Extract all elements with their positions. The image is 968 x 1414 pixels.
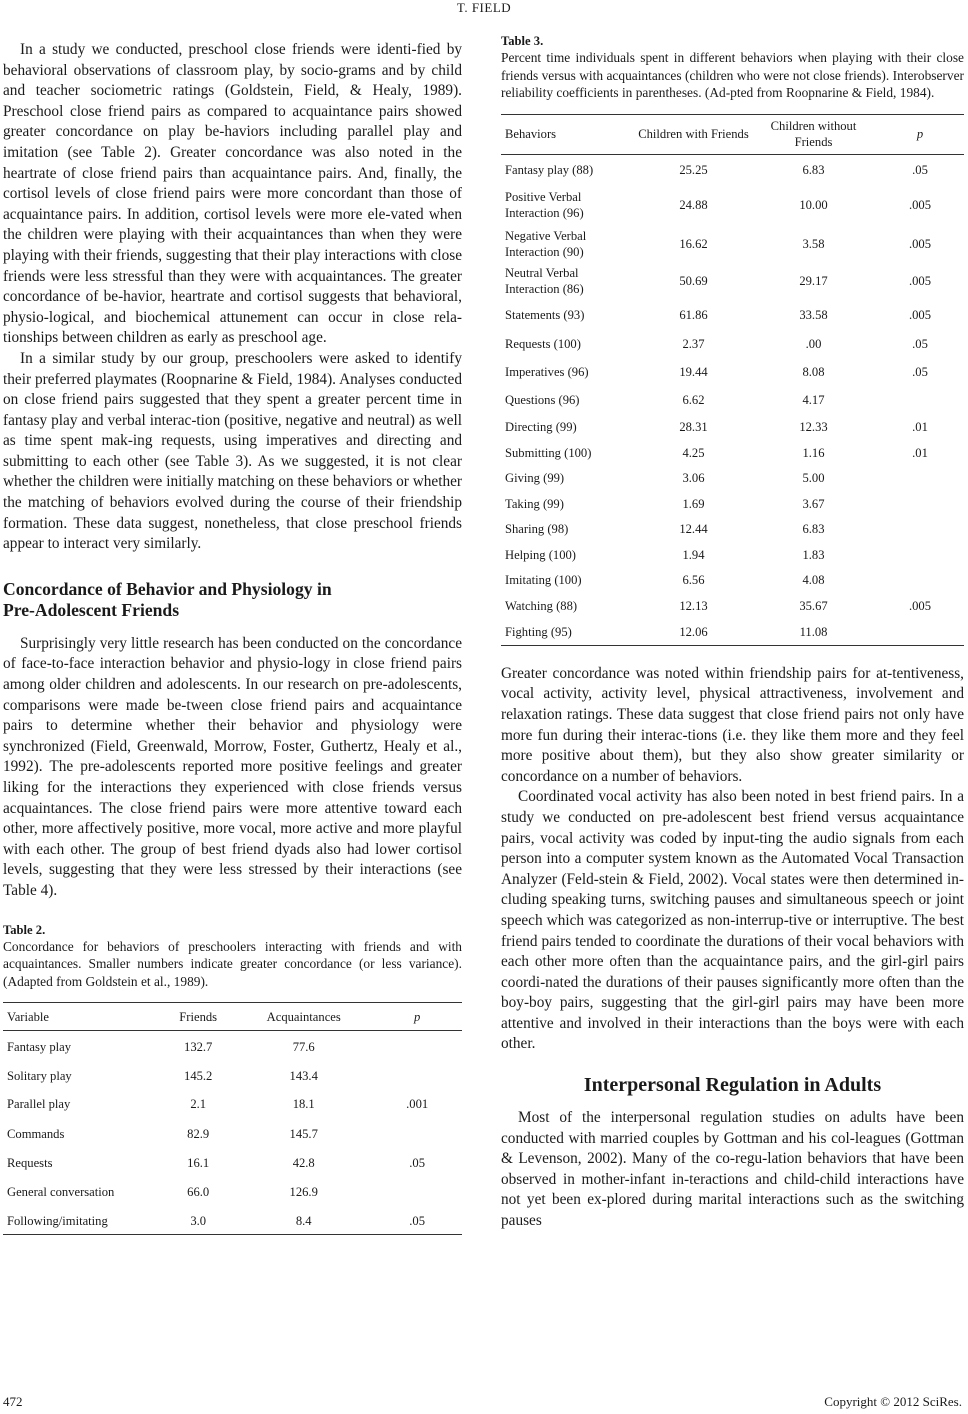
table-3-row xyxy=(501,619,964,645)
table-3-cell: Imitating (100) xyxy=(505,573,582,588)
table-3-cell: Sharing (98) xyxy=(505,522,569,537)
table-3-label: Table 3. xyxy=(501,34,544,48)
table-3-row xyxy=(501,358,964,386)
table-3-cell xyxy=(876,465,964,491)
table-3-cell: .00 xyxy=(805,337,822,352)
running-head: T. FIELD xyxy=(456,0,512,15)
table-2-header-acquaintances: Acquaintances xyxy=(235,1003,372,1031)
table-2-caption: Concordance for behaviors of preschoolers interacting with friends and with acquaintances. Smaller numbers indicate greater concordance (or less variance). (Adapted from Goldstein et al., 1989). xyxy=(3,938,462,989)
table-2-header-p: p xyxy=(372,1003,462,1031)
table-3-cell: .01 xyxy=(912,419,928,434)
table-2-cell: Commands xyxy=(7,1126,65,1141)
table-2-cell: 2.1 xyxy=(190,1096,207,1111)
table-3-header-behaviors: Behaviors xyxy=(501,114,636,154)
table-2-cell: General conversation xyxy=(7,1184,115,1199)
table-3-row xyxy=(501,593,964,619)
table-3-cell xyxy=(876,491,964,516)
table-3-cell: 28.31 xyxy=(679,419,708,434)
table-3-row xyxy=(501,465,964,491)
table-2-cell: Solitary play xyxy=(7,1068,72,1083)
table-2-cell: 126.9 xyxy=(289,1184,318,1199)
section-heading-line-1: Concordance of Behavior and Physiology in xyxy=(3,578,332,599)
table-3-row xyxy=(501,542,964,567)
table-3-header-p: p xyxy=(876,114,964,154)
table-3-row xyxy=(501,330,964,358)
table-3-cell: .01 xyxy=(912,445,928,460)
table-2-cell: Fantasy play xyxy=(7,1040,72,1055)
table-3-cell: .005 xyxy=(908,236,932,251)
table-3-row xyxy=(501,184,964,225)
table-3-cell: 10.00 xyxy=(799,197,828,212)
table-3-cell: 5.00 xyxy=(802,471,825,486)
table-3-cell xyxy=(876,567,964,593)
table-3-cell xyxy=(876,386,964,413)
table-3-cell: 3.58 xyxy=(802,236,825,251)
table-3-cell: 12.06 xyxy=(636,619,751,645)
table-2-row xyxy=(3,1063,462,1089)
table-3-row xyxy=(501,299,964,330)
table-2-cell: 3.0 xyxy=(161,1207,235,1235)
table-3-cell: Positive Verbal Interaction (96) xyxy=(505,189,584,220)
table-3-cell: .05 xyxy=(912,337,928,352)
table-3-cell: Requests (100) xyxy=(505,337,581,352)
table-3-cell: 11.08 xyxy=(751,619,876,645)
table-2-cell xyxy=(372,1063,462,1089)
table-2-cell xyxy=(372,1119,462,1149)
table-2-block xyxy=(3,922,462,1236)
table-3-cell xyxy=(876,516,964,542)
table-3-header-without-friends: Children without Friends xyxy=(751,114,876,154)
table-2-cell xyxy=(372,1177,462,1207)
table-3-cell: Imperatives (96) xyxy=(505,365,589,380)
table-3-cell: 50.69 xyxy=(679,273,708,288)
table-3-cell: 25.25 xyxy=(679,162,708,177)
table-3-cell: 3.67 xyxy=(802,496,825,511)
table-2-cell: 82.9 xyxy=(187,1126,210,1141)
table-2-cell: .05 xyxy=(409,1155,426,1170)
table-2-cell: Following/imitating xyxy=(3,1207,161,1235)
copyright-notice: Copyright © 2012 SciRes. xyxy=(824,1394,962,1409)
table-3-row xyxy=(501,567,964,593)
table-2-row xyxy=(3,1031,462,1063)
table-2-row xyxy=(3,1119,462,1149)
table-3-row xyxy=(501,386,964,413)
table-3-cell: 35.67 xyxy=(799,599,828,614)
table-3-row xyxy=(501,491,964,516)
table-2-cell: 8.4 xyxy=(235,1207,372,1235)
table-3-row xyxy=(501,225,964,262)
table-2 xyxy=(3,1002,462,1235)
table-2-label: Table 2. xyxy=(3,922,46,937)
right-column xyxy=(501,33,964,1232)
table-3-cell: 2.37 xyxy=(682,337,705,352)
paragraph-2: In a similar study by our group, preschoolers were asked to identify their preferred playmates (Roopnarine & Field, 1984). Analyses conducted on close friend pairs suggested that they spent a greater percent time in fantasy play and verbal interac-tion (positive, negative and neutral) as well as time spent mak-ing requests, using imperatives and directing and submitting to each other (see Table 3). As we suggested, it is not clear whether the children were initially matching on these behaviors or whether the matching of behaviors evolved during the course of their friendship formation. These data suggest, nonetheless, that close preschool friends appear to interact very similarly. xyxy=(3,349,462,553)
table-3-cell: Submitting (100) xyxy=(505,445,592,460)
table-2-row xyxy=(3,1177,462,1207)
table-2-header-friends: Friends xyxy=(161,1003,235,1031)
table-3 xyxy=(501,114,964,646)
table-3-cell xyxy=(876,542,964,567)
table-3-cell: Statements (93) xyxy=(505,307,585,322)
table-3-cell: Giving (99) xyxy=(505,471,565,486)
table-3-cell: 29.17 xyxy=(799,273,828,288)
table-3-cell: .005 xyxy=(908,307,932,322)
table-3-cell: 3.06 xyxy=(682,471,705,486)
table-3-row xyxy=(501,413,964,440)
table-3-cell: 12.13 xyxy=(679,599,708,614)
table-2-cell: 16.1 xyxy=(187,1155,210,1170)
paragraph-6: Most of the interpersonal regulation studies on adults have been conducted with married couples by Gottman and his col-leagues (Gottman & Levenson, 2002). Many of the co-regu-lation behaviors that have been observed in mother-infant in-teractions and child-child interactions have not yet been ex-plored during marital interactions such as the switching pauses xyxy=(501,1109,964,1230)
section-heading-adults: Interpersonal Regulation in Adults xyxy=(583,1074,882,1097)
table-2-cell: .05 xyxy=(372,1207,462,1235)
table-3-cell: Negative Verbal Interaction (90) xyxy=(505,228,587,259)
table-2-row xyxy=(3,1207,462,1235)
paragraph-4: Greater concordance was noted within friendship pairs for at-tentiveness, vocal activity, activity level, physical attractiveness, involvement and relaxation ratings. These data suggest that close friend pairs not only have more fun during their interac-tions (i.e. they like them more and they feel more positive about them), but they also show greater similarity or concordance on a number of behaviors. xyxy=(501,664,964,785)
table-3-cell: Fantasy play (88) xyxy=(505,162,594,177)
table-2-cell: .001 xyxy=(406,1096,429,1111)
table-3-cell: .05 xyxy=(912,365,928,380)
table-2-cell: 18.1 xyxy=(292,1096,315,1111)
table-2-cell: 77.6 xyxy=(292,1040,315,1055)
table-2-header-variable: Variable xyxy=(3,1003,161,1031)
table-3-cell: 1.83 xyxy=(802,547,825,562)
table-2-cell: Parallel play xyxy=(7,1096,71,1111)
table-3-row xyxy=(501,154,964,184)
table-3-cell: 16.62 xyxy=(679,236,708,251)
table-3-cell: 24.88 xyxy=(679,197,708,212)
table-3-cell: 4.25 xyxy=(682,445,705,460)
page-number: 472 xyxy=(3,1394,23,1409)
table-3-cell: Helping (100) xyxy=(505,547,576,562)
table-3-cell xyxy=(876,619,964,645)
table-3-header-with-friends: Children with Friends xyxy=(636,114,751,154)
table-3-row xyxy=(501,516,964,542)
table-3-block xyxy=(501,33,964,646)
table-2-cell: 143.4 xyxy=(289,1068,318,1083)
table-3-cell: 8.08 xyxy=(802,365,825,380)
table-3-cell: 6.83 xyxy=(802,522,825,537)
table-3-cell: .005 xyxy=(908,273,932,288)
table-3-cell: .05 xyxy=(912,162,928,177)
table-3-cell: 33.58 xyxy=(799,307,828,322)
section-heading-line-2: Pre-Adolescent Friends xyxy=(3,599,180,620)
table-2-cell xyxy=(372,1031,462,1063)
table-2-cell: 145.7 xyxy=(289,1126,318,1141)
table-3-cell: 6.56 xyxy=(682,573,705,588)
table-3-cell: Questions (96) xyxy=(505,392,580,407)
table-3-row xyxy=(501,262,964,299)
section-heading-preadolescent xyxy=(3,579,462,621)
table-3-cell: Directing (99) xyxy=(505,419,577,434)
table-3-cell: 6.62 xyxy=(682,392,705,407)
table-3-cell: 12.33 xyxy=(799,419,828,434)
table-3-cell: 1.16 xyxy=(802,445,825,460)
table-3-cell: Fighting (95) xyxy=(501,619,636,645)
paragraph-1: In a study we conducted, preschool close friends were identi-fied by behavioral observations of classroom play, by socio-grams and by child and teacher sociometric ratings (Goldstein, Field, & Healy, 1989). Preschool close friend pairs as compared to acquaintance pairs showed greater concordance on play be-haviors including parallel play and imitation (see Table 2). Greater concordance was also noted in the heartrate of close friend pairs than acquaintance pairs. And, finally, the cortisol levels of close friend pairs were more concordant than those of acquaintance pairs. In addition, cortisol levels were more ele-vated when the children were playing with their acquaintances than when they were playing with their friends, suggesting that their play interactions with close friends were less stressful than they were with acquaintances. The greater concordance of be-havior, heartrate and cortisol suggests that behavioral, physio-logical, and biochemical attunement can occur in close rela-tionships between children as early as preschool age. xyxy=(3,41,462,347)
table-2-cell: 66.0 xyxy=(187,1184,210,1199)
table-3-cell: Watching (88) xyxy=(505,599,578,614)
table-2-row xyxy=(3,1149,462,1177)
table-3-cell: 1.69 xyxy=(682,496,705,511)
table-2-cell: 145.2 xyxy=(184,1068,213,1083)
table-3-cell: 12.44 xyxy=(679,522,708,537)
table-3-cell: 61.86 xyxy=(679,307,708,322)
table-3-caption: Percent time individuals spent in different behaviors when playing with their close friends versus with acquaintances (children who were not close friends). Interobserver reliability coefficients in parentheses. (Ad-pted from Roopnarine & Field, 1984). xyxy=(501,50,964,101)
table-3-cell: 6.83 xyxy=(802,162,825,177)
table-2-row xyxy=(3,1089,462,1119)
table-2-cell: Requests xyxy=(7,1155,53,1170)
paragraph-5: Coordinated vocal activity has also been noted in best friend pairs. In a study we conducted on pre-adolescent best friend versus acquaintance pairs, vocal activity was coded by input-ting the audio signals from each person into a computer system known as the Automated Vocal Transaction Analyzer (Feld-stein & Field, 2002). Vocal states were then determined in-cluding speaking turns, switching pauses and simultaneous speech or joint speech which was categorized as non-interrup-tive or interruptive. The best friend pairs tended to coordinate the durations of their vocal behaviors with each other more often than the acquaintance pairs, and the girl-girl pairs coordi-nated the durations of their pauses significantly more often than the boy-boy pairs, suggesting that the girl-girl pairs may have been more attentive and involved in their interactions than the boys were with each other. xyxy=(501,788,964,1053)
left-column xyxy=(3,40,462,1235)
table-3-cell: Neutral Verbal Interaction (86) xyxy=(505,265,584,296)
table-3-cell: 4.17 xyxy=(802,392,825,407)
table-3-cell: 1.94 xyxy=(682,547,705,562)
paragraph-3: Surprisingly very little research has been conducted on the concordance of face-to-face interaction behavior and physio-logy in close friend pairs among older children and adolescents. In our research on pre-adolescents, comparisons were made be-tween close friend pairs and acquaintance pairs to determine whether their behavior and physiology were synchronized (Field, Greenwald, Morrow, Foster, Guthertz, Healy et al., 1992). The pre-adolescents reported more positive feelings and greater liking for the interactions they experienced with close friends versus acquaintances. The close friend pairs were more attentive toward each other, more affectively positive, more vocal, more active and more playful with each other. The group of best friend dyads also had lower cortisol levels, suggesting that they were less stressed by their interactions (see Table 4). xyxy=(3,634,462,899)
table-2-cell: 42.8 xyxy=(292,1155,315,1170)
table-3-cell: 4.08 xyxy=(802,573,825,588)
table-3-cell: Taking (99) xyxy=(505,496,564,511)
table-3-cell: .005 xyxy=(908,599,932,614)
table-3-row xyxy=(501,440,964,465)
table-3-cell: .005 xyxy=(908,197,932,212)
table-2-cell: 132.7 xyxy=(184,1040,213,1055)
table-3-cell: 19.44 xyxy=(679,365,708,380)
